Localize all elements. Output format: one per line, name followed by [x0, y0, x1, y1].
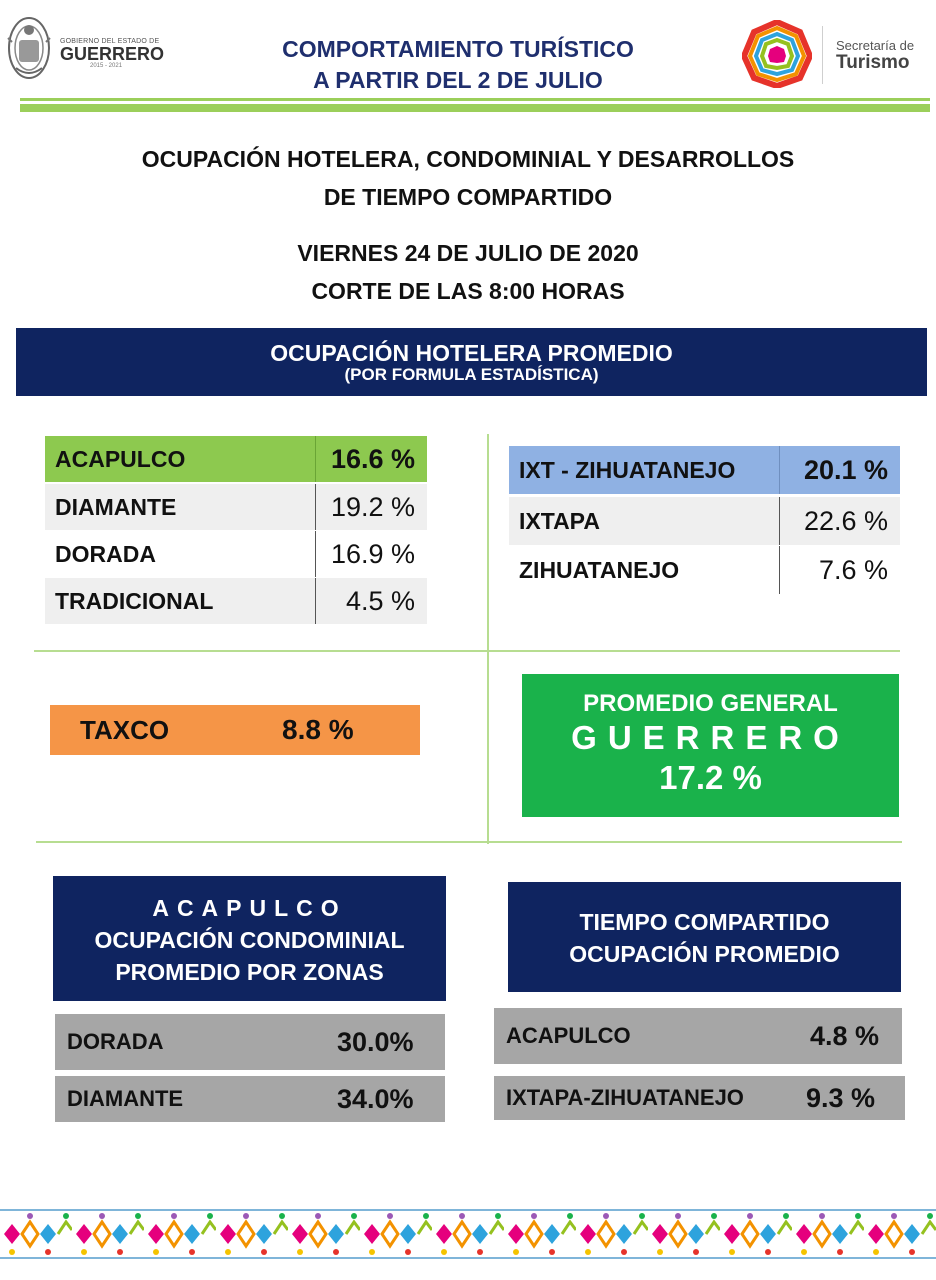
guerrero-government-logo [6, 12, 176, 88]
government-name: GUERRERO [60, 44, 165, 64]
header-rule-thin [20, 98, 930, 101]
destination-value: 9.3 % [806, 1082, 876, 1113]
ixtapa-header-value: 20.1 % [779, 446, 900, 494]
condominial-title-box [53, 876, 446, 1001]
logo-divider [822, 26, 823, 84]
zone-value: 19.2 % [315, 484, 427, 530]
table-row [494, 1076, 905, 1120]
taxco-value: 8.8 % [282, 714, 354, 745]
report-date: VIERNES 24 DE JULIO DE 2020 [297, 240, 639, 266]
timeshare-title-box [508, 882, 901, 992]
zone-label: DIAMANTE [67, 1086, 184, 1111]
condominial-title-line3: PROMEDIO POR ZONAS [115, 959, 384, 985]
general-average-title: PROMEDIO GENERAL [583, 690, 838, 717]
destination-value: 4.8 % [810, 1020, 880, 1051]
horizontal-divider [36, 841, 902, 843]
page-title-line2: A PARTIR DEL 2 DE JULIO [313, 67, 603, 93]
government-small-text: GOBIERNO DEL ESTADO DE [60, 38, 160, 45]
table-row [55, 1076, 445, 1122]
zone-label: DORADA [55, 540, 156, 567]
ixtapa-header-label: IXT - ZIHUATANEJO [519, 456, 736, 483]
report-subtitle-line2: DE TIEMPO COMPARTIDO [323, 184, 613, 210]
report-cutoff: CORTE DE LAS 8:00 HORAS [311, 278, 625, 304]
timeshare-title-line2: OCUPACIÓN PROMEDIO [569, 941, 840, 967]
zone-value: 16.9 % [315, 531, 427, 577]
zone-value: 4.5 % [315, 578, 427, 624]
taxco-label: TAXCO [80, 714, 170, 745]
page-title-line1: COMPORTAMIENTO TURÍSTICO [282, 36, 634, 62]
zone-label: DORADA [67, 1029, 164, 1054]
condominial-title-line2: OCUPACIÓN CONDOMINIAL [94, 927, 405, 953]
vertical-divider [487, 434, 489, 844]
acapulco-table [45, 436, 427, 624]
report-subtitle [40, 140, 896, 216]
table-row [45, 531, 427, 577]
ixtapa-header-row [509, 446, 900, 494]
report-date-block [40, 234, 896, 310]
zone-label: IXTAPA [519, 507, 600, 534]
table-row [45, 484, 427, 530]
acapulco-header-label: ACAPULCO [55, 445, 186, 472]
zone-value: 7.6 % [779, 546, 900, 594]
destination-label: IXTAPA-ZIHUATANEJO [506, 1085, 744, 1110]
zone-label: ZIHUATANEJO [519, 556, 680, 583]
report-subtitle-line1: OCUPACIÓN HOTELERA, CONDOMINIAL Y DESARROLLOS [141, 146, 795, 172]
table-row [55, 1014, 445, 1070]
zone-label: TRADICIONAL [55, 587, 214, 614]
zone-value: 22.6 % [779, 497, 900, 545]
tourism-name: Turismo [836, 52, 910, 73]
destination-label: ACAPULCO [506, 1023, 631, 1048]
table-row [509, 546, 900, 594]
zone-value: 30.0% [337, 1026, 414, 1057]
table-row [494, 1008, 902, 1064]
tourism-small-text: Secretaría de [836, 38, 915, 53]
government-text [60, 38, 176, 69]
hotel-occupancy-banner [16, 328, 927, 396]
zone-label: DIAMANTE [55, 493, 177, 520]
table-row [45, 578, 427, 624]
state-seal-icon [6, 12, 52, 86]
acapulco-header-row [45, 436, 427, 482]
acapulco-header-value: 16.6 % [315, 436, 427, 482]
general-average-state: GUERRERO [571, 719, 850, 756]
ixtapa-zihuatanejo-table [509, 446, 900, 596]
general-average-value: 17.2 % [659, 759, 762, 796]
banner-subtitle: (POR FORMULA ESTADÍSTICA) [344, 365, 599, 384]
tourism-mark-icon [742, 20, 812, 88]
table-row [509, 497, 900, 545]
decorative-embroidery-border [0, 1206, 936, 1262]
zone-value: 34.0% [337, 1083, 414, 1114]
horizontal-divider [34, 650, 900, 652]
taxco-occupancy [50, 705, 420, 755]
condominial-title-line1: ACAPULCO [152, 895, 347, 921]
banner-title: OCUPACIÓN HOTELERA PROMEDIO [270, 340, 673, 366]
header-rule-thick [20, 104, 930, 112]
page-title [200, 34, 716, 96]
general-average-box [522, 674, 899, 817]
government-years: 2015 - 2021 [90, 63, 123, 69]
tourism-secretary-logo [742, 20, 932, 90]
timeshare-title-line1: TIEMPO COMPARTIDO [579, 909, 830, 935]
